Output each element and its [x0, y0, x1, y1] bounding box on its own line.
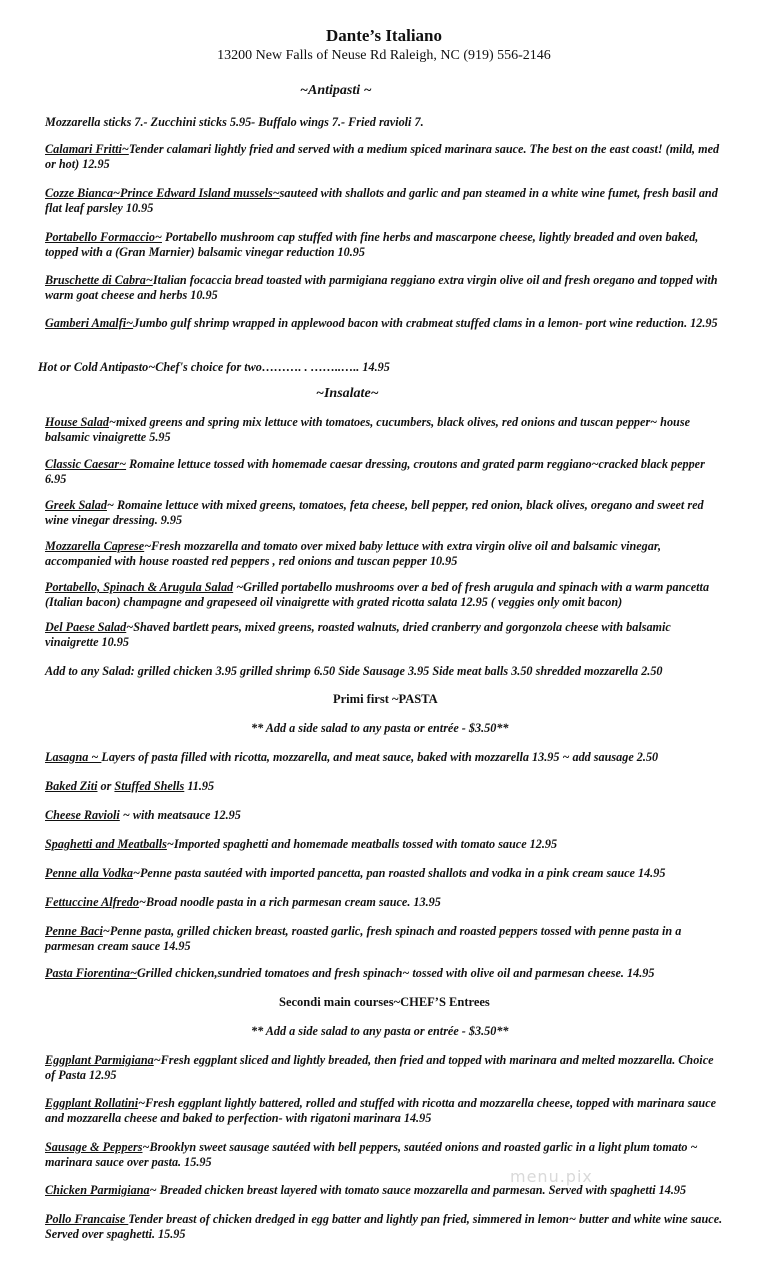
item-description: 11.95	[184, 779, 215, 793]
menu-item-pasta-fiorentina	[45, 966, 725, 981]
menu-item-eggplant-parmigiana	[45, 1053, 725, 1083]
item-description: ~Shaved bartlett pears, mixed greens, roasted walnuts, dried cranberry and gorgonzola cheese with balsamic vinaigrette 10.95	[45, 620, 671, 649]
item-description: ~Penne pasta, grilled chicken breast, roasted garlic, fresh spinach and roasted peppers tossed with penne pasta in a parmesan cream sauce 14.95	[45, 924, 682, 953]
item-description: Italian focaccia bread toasted with parmigiana reggiano extra virgin olive oil and fresh oregano and topped with warm goat cheese and herbs 10.95	[45, 273, 718, 302]
menu-item-sausage-peppers	[45, 1140, 725, 1170]
menu-item-fettuccine-alfredo	[45, 895, 725, 910]
item-name: House Salad	[45, 415, 109, 429]
item-description: ~Imported spaghetti and homemade meatballs tossed with tomato sauce 12.95	[166, 837, 558, 851]
item-description: Romaine lettuce tossed with homemade caesar dressing, croutons and grated parm reggiano~cracked black pepper 6.95	[45, 457, 705, 486]
item-name: Baked Ziti	[45, 779, 98, 793]
item-name: Del Paese Salad	[45, 620, 127, 634]
menu-item-cozze	[45, 186, 725, 216]
menu-item-pollo-francaise	[45, 1212, 725, 1242]
item-description: ~mixed greens and spring mix lettuce with tomatoes, cucumbers, black olives, red onions and tuscan pepper~ house balsamic vinaigrette 5.95	[45, 415, 690, 444]
antipasti-quick-items: Mozzarella sticks 7.- Zucchini sticks 5.95- Buffalo wings 7.- Fried ravioli 7.	[45, 115, 424, 129]
menu-item-eggplant-rollatini	[45, 1096, 725, 1126]
item-description: sauteed with shallots and garlic and pan steamed in a white wine fumet, fresh basil and flat leaf parsley 10.95	[45, 186, 718, 215]
item-name: Lasagna ~	[45, 750, 102, 764]
menu-item-mozzarella-caprese	[45, 539, 725, 569]
item-description: ~Fresh eggplant sliced and lightly breaded, then fried and topped with marinara and melted mozzarella. Choice of Pasta 12.95	[45, 1053, 714, 1082]
item-description: Jumbo gulf shrimp wrapped in applewood bacon with crabmeat stuffed clams in a lemon- port wine reduction. 12.95	[133, 316, 718, 330]
item-name: Bruschette di Cabra~	[45, 273, 153, 287]
item-description: ~ Breaded chicken breast layered with tomato sauce mozzarella and parmesan. Served with spaghetti 14.95	[149, 1183, 687, 1197]
menu-item-calamari	[45, 142, 725, 172]
menu-item-penne-baci	[45, 924, 725, 954]
menu-item-portabello-salad	[45, 580, 725, 610]
item-description: ~Fresh eggplant lightly battered, rolled and stuffed with ricotta and mozzarella cheese, topped with marinara sauce and mozzarella cheese and baked to perfection- with rigatoni marinara 14.95	[45, 1096, 717, 1125]
item-description: ~ with meatsauce 12.95	[119, 808, 241, 822]
item-name: Portabello Formaccio~	[45, 230, 162, 244]
menu-item-bruschette	[45, 273, 725, 303]
menu-item-chicken-parmigiana	[45, 1183, 725, 1198]
item-name: Eggplant Rollatini	[45, 1096, 139, 1110]
item-description: Tender breast of chicken dredged in egg batter and lightly pan fried, simmered in lemon~ butter and white wine sauce. Served over spaghetti. 15.95	[45, 1212, 723, 1241]
item-description: Layers of pasta filled with ricotta, mozzarella, and meat sauce, baked with mozzarella 13.95 ~ add sausage 2.50	[101, 750, 659, 764]
item-name: Pasta Fiorentina~	[45, 966, 137, 980]
menu-item-cheese-ravioli	[45, 808, 725, 823]
menu-item-house-salad	[45, 415, 725, 445]
item-name: Gamberi Amalfi~	[45, 316, 134, 330]
item-name: Calamari Fritti~	[45, 142, 129, 156]
item-name: Chicken Parmigiana	[45, 1183, 150, 1197]
item-name: Greek Salad	[45, 498, 107, 512]
menu-item-lasagna	[45, 750, 725, 765]
item-description: ~Broad noodle pasta in a rich parmesan cream sauce. 13.95	[139, 895, 441, 909]
menu-item-ziti-shells	[45, 779, 725, 794]
menu-item-spaghetti-meatballs	[45, 837, 725, 852]
item-name: Eggplant Parmigiana	[45, 1053, 154, 1067]
item-name: Cheese Ravioli	[45, 808, 120, 822]
item-description: ~Penne pasta sautéed with imported pancetta, pan roasted shallots and vodka in a pink cream sauce 14.95	[133, 866, 666, 880]
insalate-heading: ~Insalate~	[316, 386, 379, 401]
menu-item-penne-vodka	[45, 866, 725, 881]
item-name: Pollo Francaise	[45, 1212, 129, 1226]
pasta-heading: Primi first ~PASTA	[333, 692, 438, 706]
item-name: Fettuccine Alfredo	[45, 895, 139, 909]
item-description: Tender calamari lightly fried and served with a medium spiced marinara sauce. The best on the east coast! (mild, med or hot) 12.95	[45, 142, 720, 171]
item-name: Sausage & Peppers	[45, 1140, 143, 1154]
restaurant-name: Dante’s Italiano	[325, 26, 442, 45]
item-name: Mozzarella Caprese	[45, 539, 145, 553]
entrees-heading: Secondi main courses~CHEF’S Entrees	[279, 995, 490, 1009]
salad-add-ons: Add to any Salad: grilled chicken 3.95 grilled shrimp 6.50 Side Sausage 3.95 Side meat balls 3.50 shredded mozzarella 2.50	[45, 664, 663, 678]
item-description: Grilled chicken,sundried tomatoes and fresh spinach~ tossed with olive oil and parmesan cheese. 14.95	[136, 966, 655, 980]
item-name: Spaghetti and Meatballs	[45, 837, 167, 851]
antipasto-platter: Hot or Cold Antipasto~Chef's choice for two………. . ……..….. 14.95	[38, 360, 390, 374]
item-description: ~ Romaine lettuce with mixed greens, tomatoes, feta cheese, bell pepper, red onion, black olives, oregano and sweet red wine vinegar dressing. 9.95	[45, 498, 704, 527]
pasta-side-salad-note: ** Add a side salad to any pasta or entrée - $3.50**	[251, 721, 509, 735]
item-description: ~Brooklyn sweet sausage sautéed with bell peppers, sautéed onions and roasted garlic in a light plum tomato ~ marinara sauce over pasta. 15.95	[45, 1140, 698, 1169]
item-description: ~Fresh mozzarella and tomato over mixed baby lettuce with extra virgin olive oil and balsamic vinegar, accompanied with house roasted red peppers , red onions and tuscan pepper 10.95	[45, 539, 661, 568]
menu-item-del-paese-salad	[45, 620, 725, 650]
item-conjunction: or	[97, 779, 115, 793]
item-name: Cozze Bianca~Prince Edward Island mussels~	[45, 186, 280, 200]
item-name: Penne Baci	[45, 924, 103, 938]
menu-item-portabello	[45, 230, 725, 260]
watermark: menu.pix	[510, 1167, 593, 1186]
menu-item-classic-caesar	[45, 457, 725, 487]
restaurant-address: 13200 New Falls of Neuse Rd Raleigh, NC (919) 556-2146	[217, 48, 551, 63]
antipasti-heading: ~Antipasti ~	[300, 83, 372, 98]
item-description: ~Grilled portabello mushrooms over a bed of fresh arugula and spinach with a warm pancetta (Italian bacon) champagne and grapeseed oil vinaigrette with grated ricotta salata 12.95 ( veggies only omit bacon)	[45, 580, 710, 609]
menu-item-gamberi	[45, 316, 725, 331]
menu-item-greek-salad	[45, 498, 725, 528]
item-name: Penne alla Vodka	[45, 866, 134, 880]
entrees-side-salad-note: ** Add a side salad to any pasta or entrée - $3.50**	[251, 1024, 509, 1038]
item-description: Portabello mushroom cap stuffed with fine herbs and mascarpone cheese, lightly breaded and oven baked, topped with a (Gran Marnier) balsamic vinegar reduction 10.95	[45, 230, 699, 259]
item-name-2: Stuffed Shells	[114, 779, 185, 793]
item-name: Classic Caesar~	[45, 457, 127, 471]
item-name: Portabello, Spinach & Arugula Salad	[45, 580, 234, 594]
